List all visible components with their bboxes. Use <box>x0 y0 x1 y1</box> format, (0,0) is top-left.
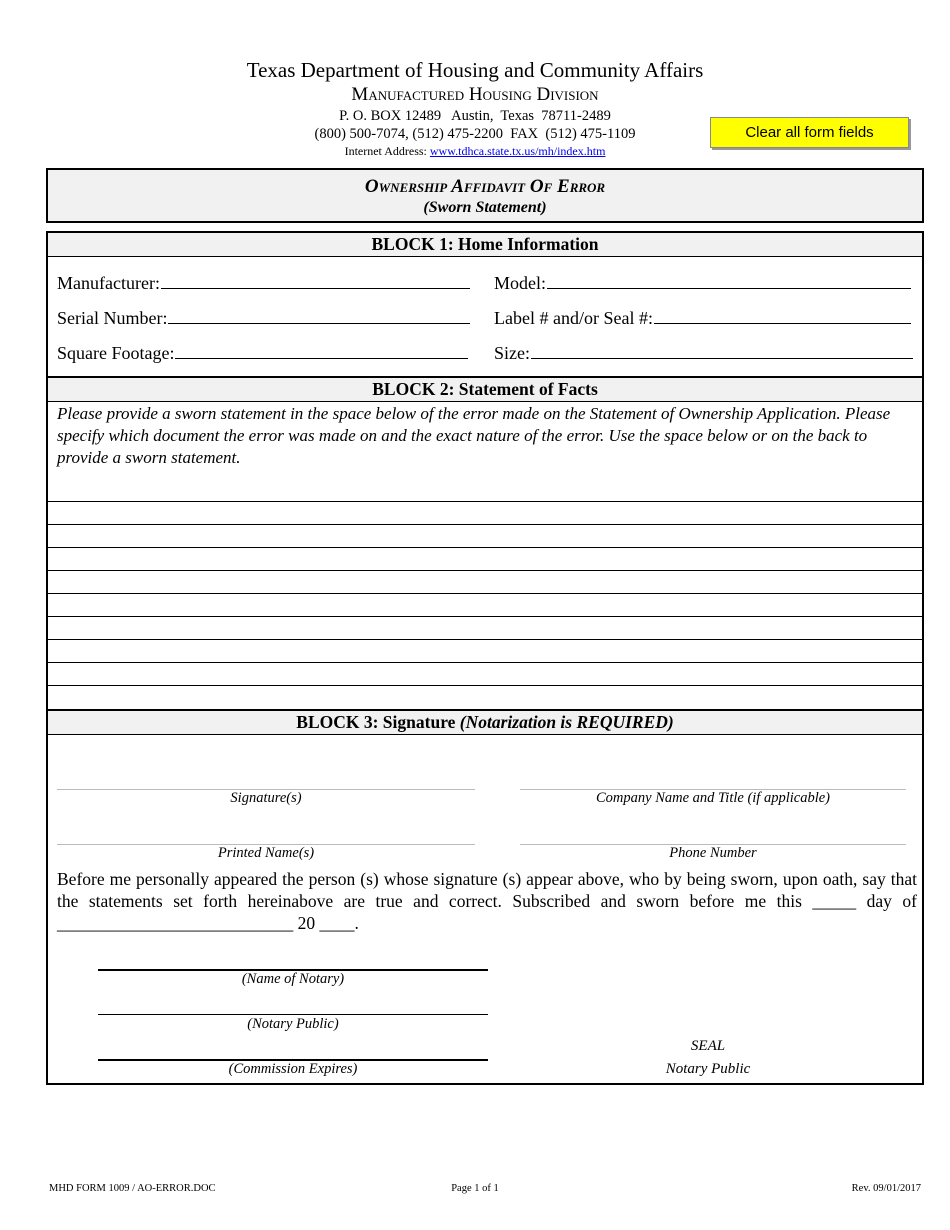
company-title-caption: Company Name and Title (if applicable) <box>596 790 830 806</box>
serial-number-input[interactable] <box>168 309 470 324</box>
form-subtitle: (Sworn Statement) <box>423 199 547 216</box>
signature-caption: Signature(s) <box>230 790 302 806</box>
notary-public-input[interactable] <box>98 1014 488 1015</box>
internet-label: Internet Address: <box>344 144 427 158</box>
statement-line[interactable] <box>48 639 922 640</box>
form-title: Ownership Affidavit Of Error <box>364 176 606 197</box>
commission-expires-caption: (Commission Expires) <box>228 1061 358 1077</box>
form-id: MHD FORM 1009 / AO-ERROR.DOC <box>49 1183 216 1194</box>
serial-number-label: Serial Number: <box>57 308 168 328</box>
page-number: Page 1 of 1 <box>451 1183 499 1194</box>
phone-numbers: (800) 500-7074, (512) 475-2200 FAX (512) 475-1109 <box>314 126 636 142</box>
clear-form-button[interactable]: Clear all form fields <box>710 117 909 148</box>
manufacturer-field[interactable] <box>57 273 470 294</box>
division-name: Manufactured Housing Division <box>351 84 599 105</box>
statement-line[interactable] <box>48 593 922 594</box>
block3-heading <box>48 709 922 735</box>
seal-notary-label: Notary Public <box>665 1061 751 1077</box>
statement-line[interactable] <box>48 662 922 663</box>
size-input[interactable] <box>531 344 913 359</box>
block2-heading: BLOCK 2: Statement of Facts <box>48 376 922 402</box>
statement-line[interactable] <box>48 685 922 686</box>
size-field[interactable] <box>494 343 913 364</box>
statement-line[interactable] <box>48 570 922 571</box>
notary-name-caption: (Name of Notary) <box>241 971 345 987</box>
label-seal-label: Label # and/or Seal #: <box>494 308 653 328</box>
notary-public-caption: (Notary Public) <box>247 1016 339 1032</box>
form-title-box <box>46 168 924 223</box>
agency-name: Texas Department of Housing and Community Affairs <box>246 58 704 82</box>
square-footage-field[interactable] <box>57 343 468 364</box>
block1-heading: BLOCK 1: Home Information <box>48 233 922 257</box>
square-footage-label: Square Footage: <box>57 343 175 363</box>
oath-statement: Before me personally appeared the person (s) whose signature (s) appear above, who by being sworn, upon oath, say that the statements set forth hereinabove are true and correct. Subscribed and sworn before me this _____ day of ___________________________ 20 ____. <box>57 869 917 933</box>
statement-line[interactable] <box>48 547 922 548</box>
label-seal-field[interactable] <box>494 308 911 329</box>
label-seal-input[interactable] <box>654 309 911 324</box>
statement-line[interactable] <box>48 524 922 525</box>
statement-instructions: Please provide a sworn statement in the space below of the error made on the Statement of Ownership Application. Please specify which document the error was made on and the exact nature of the error. Use the space below or on the back to provide a sworn statement. <box>57 404 891 467</box>
manufacturer-label: Manufacturer: <box>57 273 160 293</box>
model-field[interactable] <box>494 273 911 294</box>
serial-number-field[interactable] <box>57 308 470 329</box>
notarization-note: (Notarization is REQUIRED) <box>459 712 674 732</box>
model-label: Model: <box>494 273 546 293</box>
statement-line[interactable] <box>48 501 922 502</box>
statement-line[interactable] <box>48 616 922 617</box>
website-link[interactable]: www.tdhca.state.tx.us/mh/index.htm <box>429 144 606 158</box>
size-label: Size: <box>494 343 530 363</box>
printed-name-caption: Printed Name(s) <box>217 845 315 861</box>
square-footage-input[interactable] <box>175 344 468 359</box>
block3-title: BLOCK 3: Signature <box>296 712 456 732</box>
revision-date: Rev. 09/01/2017 <box>851 1183 921 1194</box>
seal-label: SEAL <box>690 1038 726 1054</box>
form-body <box>46 231 924 1085</box>
manufacturer-input[interactable] <box>161 274 470 289</box>
phone-number-caption: Phone Number <box>669 845 757 861</box>
model-input[interactable] <box>547 274 911 289</box>
mailing-address: P. O. BOX 12489 Austin, Texas 78711-2489 <box>339 108 611 124</box>
